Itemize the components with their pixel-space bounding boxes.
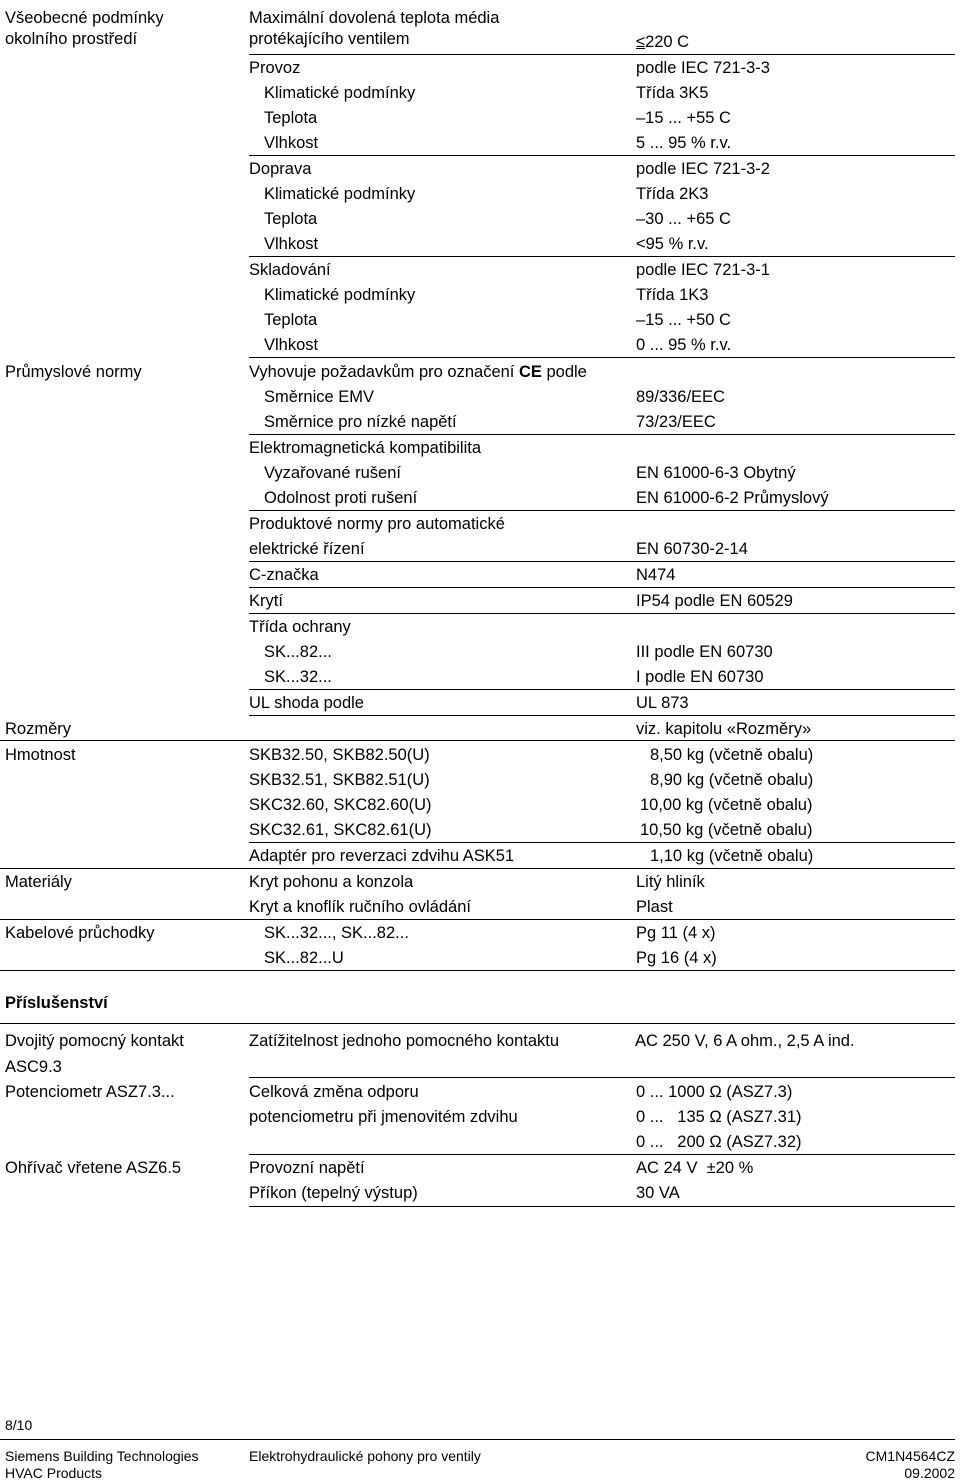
glands-heading: Kabelové průchodky (5, 924, 155, 942)
operation-label: Provoz (249, 59, 301, 77)
operation-temp-label: Teplota (264, 109, 318, 127)
asz6-label: Příkon (tepelný výstup) (249, 1184, 418, 1202)
asz7-value: 0 ... 200 Ω (ASZ7.32) (636, 1133, 802, 1151)
footer-date: 09.2002 (904, 1465, 955, 1481)
weight-row-value: 8,50 kg (včetně obalu) (650, 746, 814, 764)
divider (0, 970, 955, 971)
storage-climate-value: Třída 1K3 (636, 286, 709, 304)
divider (249, 587, 955, 588)
storage-label: Skladování (249, 261, 331, 279)
sk82-label: SK...82... (264, 643, 332, 661)
divider (249, 689, 955, 690)
divider (0, 740, 955, 741)
divider (249, 613, 955, 614)
material-row-value: Litý hliník (636, 873, 705, 891)
weight-row-value: 1,10 kg (včetně obalu) (650, 847, 814, 865)
gland-row-value: Pg 11 (4 x) (636, 924, 716, 942)
transport-value: podle IEC 721-3-2 (636, 160, 770, 178)
transport-humidity-label: Vlhkost (264, 235, 319, 253)
cmark-label: C-značka (249, 566, 319, 584)
weight-heading: Hmotnost (5, 746, 76, 764)
divider (249, 1154, 955, 1155)
gland-row-value: Pg 16 (4 x) (636, 949, 717, 967)
enclosure-value: IP54 podle EN 60529 (636, 592, 793, 610)
max-temp-value: ≤220 C (636, 33, 690, 51)
asz7-label: potenciometru při jmenovitém zdvihu (249, 1108, 518, 1126)
norms-heading: Průmyslové normy (5, 363, 142, 381)
divider (249, 155, 955, 156)
asz7-value: 0 ... 1000 Ω (ASZ7.3) (636, 1083, 793, 1101)
transport-temp-value: –30 ... +65 C (636, 210, 731, 228)
asz6-heading: Ohřívač vřetene ASZ6.5 (5, 1159, 182, 1177)
asc-label: Zatížitelnost jednoho pomocného kontaktu (249, 1032, 560, 1050)
asz6-value: AC 24 V ±20 % (636, 1159, 754, 1177)
footer-division: HVAC Products (5, 1465, 102, 1481)
transport-climate-value: Třída 2K3 (636, 185, 709, 203)
transport-temp-label: Teplota (264, 210, 318, 228)
weight-row-value: 10,00 kg (včetně obalu) (640, 796, 813, 814)
transport-climate-label: Klimatické podmínky (264, 185, 416, 203)
divider (249, 1077, 955, 1078)
cmark-value: N474 (636, 566, 676, 584)
product-norms-value: EN 60730-2-14 (636, 540, 748, 558)
ul-value: UL 873 (636, 694, 689, 712)
low-voltage-value: 73/23/EEC (636, 413, 716, 431)
divider (249, 561, 955, 562)
divider (249, 510, 955, 511)
asz7-value: 0 ... 135 Ω (ASZ7.31) (636, 1108, 802, 1126)
weight-row-value: 10,50 kg (včetně obalu) (640, 821, 813, 839)
operation-temp-value: –15 ... +55 C (636, 109, 731, 127)
max-temp-label: Maximální dovolená teplota média protékajícího ventilem (249, 9, 500, 48)
storage-humidity-label: Vlhkost (264, 336, 319, 354)
footer-doc-number: CM1N4564CZ (865, 1448, 955, 1464)
footer-company: Siemens Building Technologies (5, 1448, 199, 1464)
emission-value: EN 61000-6-3 Obytný (636, 464, 796, 482)
gland-row-label: SK...82...U (264, 949, 344, 967)
divider (0, 1023, 955, 1024)
storage-climate-label: Klimatické podmínky (264, 286, 416, 304)
emv-value: 89/336/EEC (636, 388, 725, 406)
dimensions-value: viz. kapitolu «Rozměry» (636, 720, 812, 738)
sk82-value: III podle EN 60730 (636, 643, 773, 661)
low-voltage-label: Směrnice pro nízké napětí (264, 413, 457, 431)
asz6-value: 30 VA (636, 1184, 680, 1202)
asc-heading-line2: ASC9.3 (5, 1058, 62, 1076)
immunity-value: EN 61000-6-2 Průmyslový (636, 489, 829, 507)
page-number: 8/10 (5, 1417, 33, 1433)
weight-row-label: SKB32.50, SKB82.50(U) (249, 746, 430, 764)
weight-row-label: SKC32.60, SKC82.60(U) (249, 796, 432, 814)
storage-value: podle IEC 721-3-1 (636, 261, 770, 279)
transport-humidity-value: <95 % r.v. (636, 235, 709, 253)
material-row-label: Kryt pohonu a konzola (249, 873, 414, 891)
weight-row-label: SKB32.51, SKB82.51(U) (249, 771, 430, 789)
divider (249, 256, 955, 257)
footer-divider (0, 1439, 955, 1440)
divider (249, 357, 955, 358)
env-heading: Všeobecné podmínky okolního prostředí (5, 9, 164, 48)
asc-value: AC 250 V, 6 A ohm., 2,5 A ind. (635, 1032, 855, 1050)
storage-temp-label: Teplota (264, 311, 318, 329)
immunity-label: Odolnost proti rušení (264, 489, 418, 507)
divider (0, 868, 955, 869)
storage-temp-value: –15 ... +50 C (636, 311, 731, 329)
footer-title: Elektrohydraulické pohony pro ventily (249, 1448, 481, 1464)
ce-mark: CE (518, 363, 542, 381)
material-row-label: Kryt a knoflík ručního ovládání (249, 898, 471, 916)
sk32-label: SK...32... (264, 668, 332, 686)
operation-value: podle IEC 721-3-3 (636, 59, 770, 77)
material-row-value: Plast (636, 898, 673, 916)
divider (249, 54, 955, 55)
operation-humidity-label: Vlhkost (264, 134, 319, 152)
materials-heading: Materiály (5, 873, 72, 891)
product-norms-line2: elektrické řízení (249, 540, 365, 558)
operation-humidity-value: 5 ... 95 % r.v. (636, 134, 732, 152)
weight-row-label: SKC32.61, SKC82.61(U) (249, 821, 432, 839)
ul-label: UL shoda podle (249, 694, 364, 712)
weight-row-label: Adaptér pro reverzaci zdvihu ASK51 (249, 847, 515, 865)
product-norms-line1: Produktové normy pro automatické (249, 515, 505, 533)
emc-heading: Elektromagnetická kompatibilita (249, 439, 482, 457)
divider (0, 919, 955, 920)
operation-climate-value: Třída 3K5 (636, 84, 709, 102)
protection-class-heading: Třída ochrany (249, 618, 351, 636)
dimensions-heading: Rozměry (5, 720, 72, 738)
transport-label: Doprava (249, 160, 312, 178)
gland-row-label: SK...32..., SK...82... (264, 924, 409, 942)
emission-label: Vyzařované rušení (264, 464, 401, 482)
divider (249, 434, 955, 435)
asz7-label: Celková změna odporu (249, 1083, 419, 1101)
asz6-label: Provozní napětí (249, 1159, 365, 1177)
accessories-heading: Příslušenství (5, 994, 108, 1012)
enclosure-label: Krytí (249, 592, 283, 610)
asz7-heading: Potenciometr ASZ7.3... (5, 1083, 175, 1101)
divider (249, 842, 955, 843)
less-equal-icon: ≤ (636, 33, 646, 51)
storage-humidity-value: 0 ... 95 % r.v. (636, 336, 732, 354)
divider (249, 715, 955, 716)
asc-heading-line1: Dvojitý pomocný kontakt (5, 1032, 184, 1050)
emv-label: Směrnice EMV (264, 388, 375, 406)
weight-row-value: 8,90 kg (včetně obalu) (650, 771, 814, 789)
sk32-value: I podle EN 60730 (636, 668, 764, 686)
ce-statement: Vyhovuje požadavkům pro označení CE podle (249, 363, 587, 381)
divider (249, 1206, 955, 1207)
operation-climate-label: Klimatické podmínky (264, 84, 416, 102)
